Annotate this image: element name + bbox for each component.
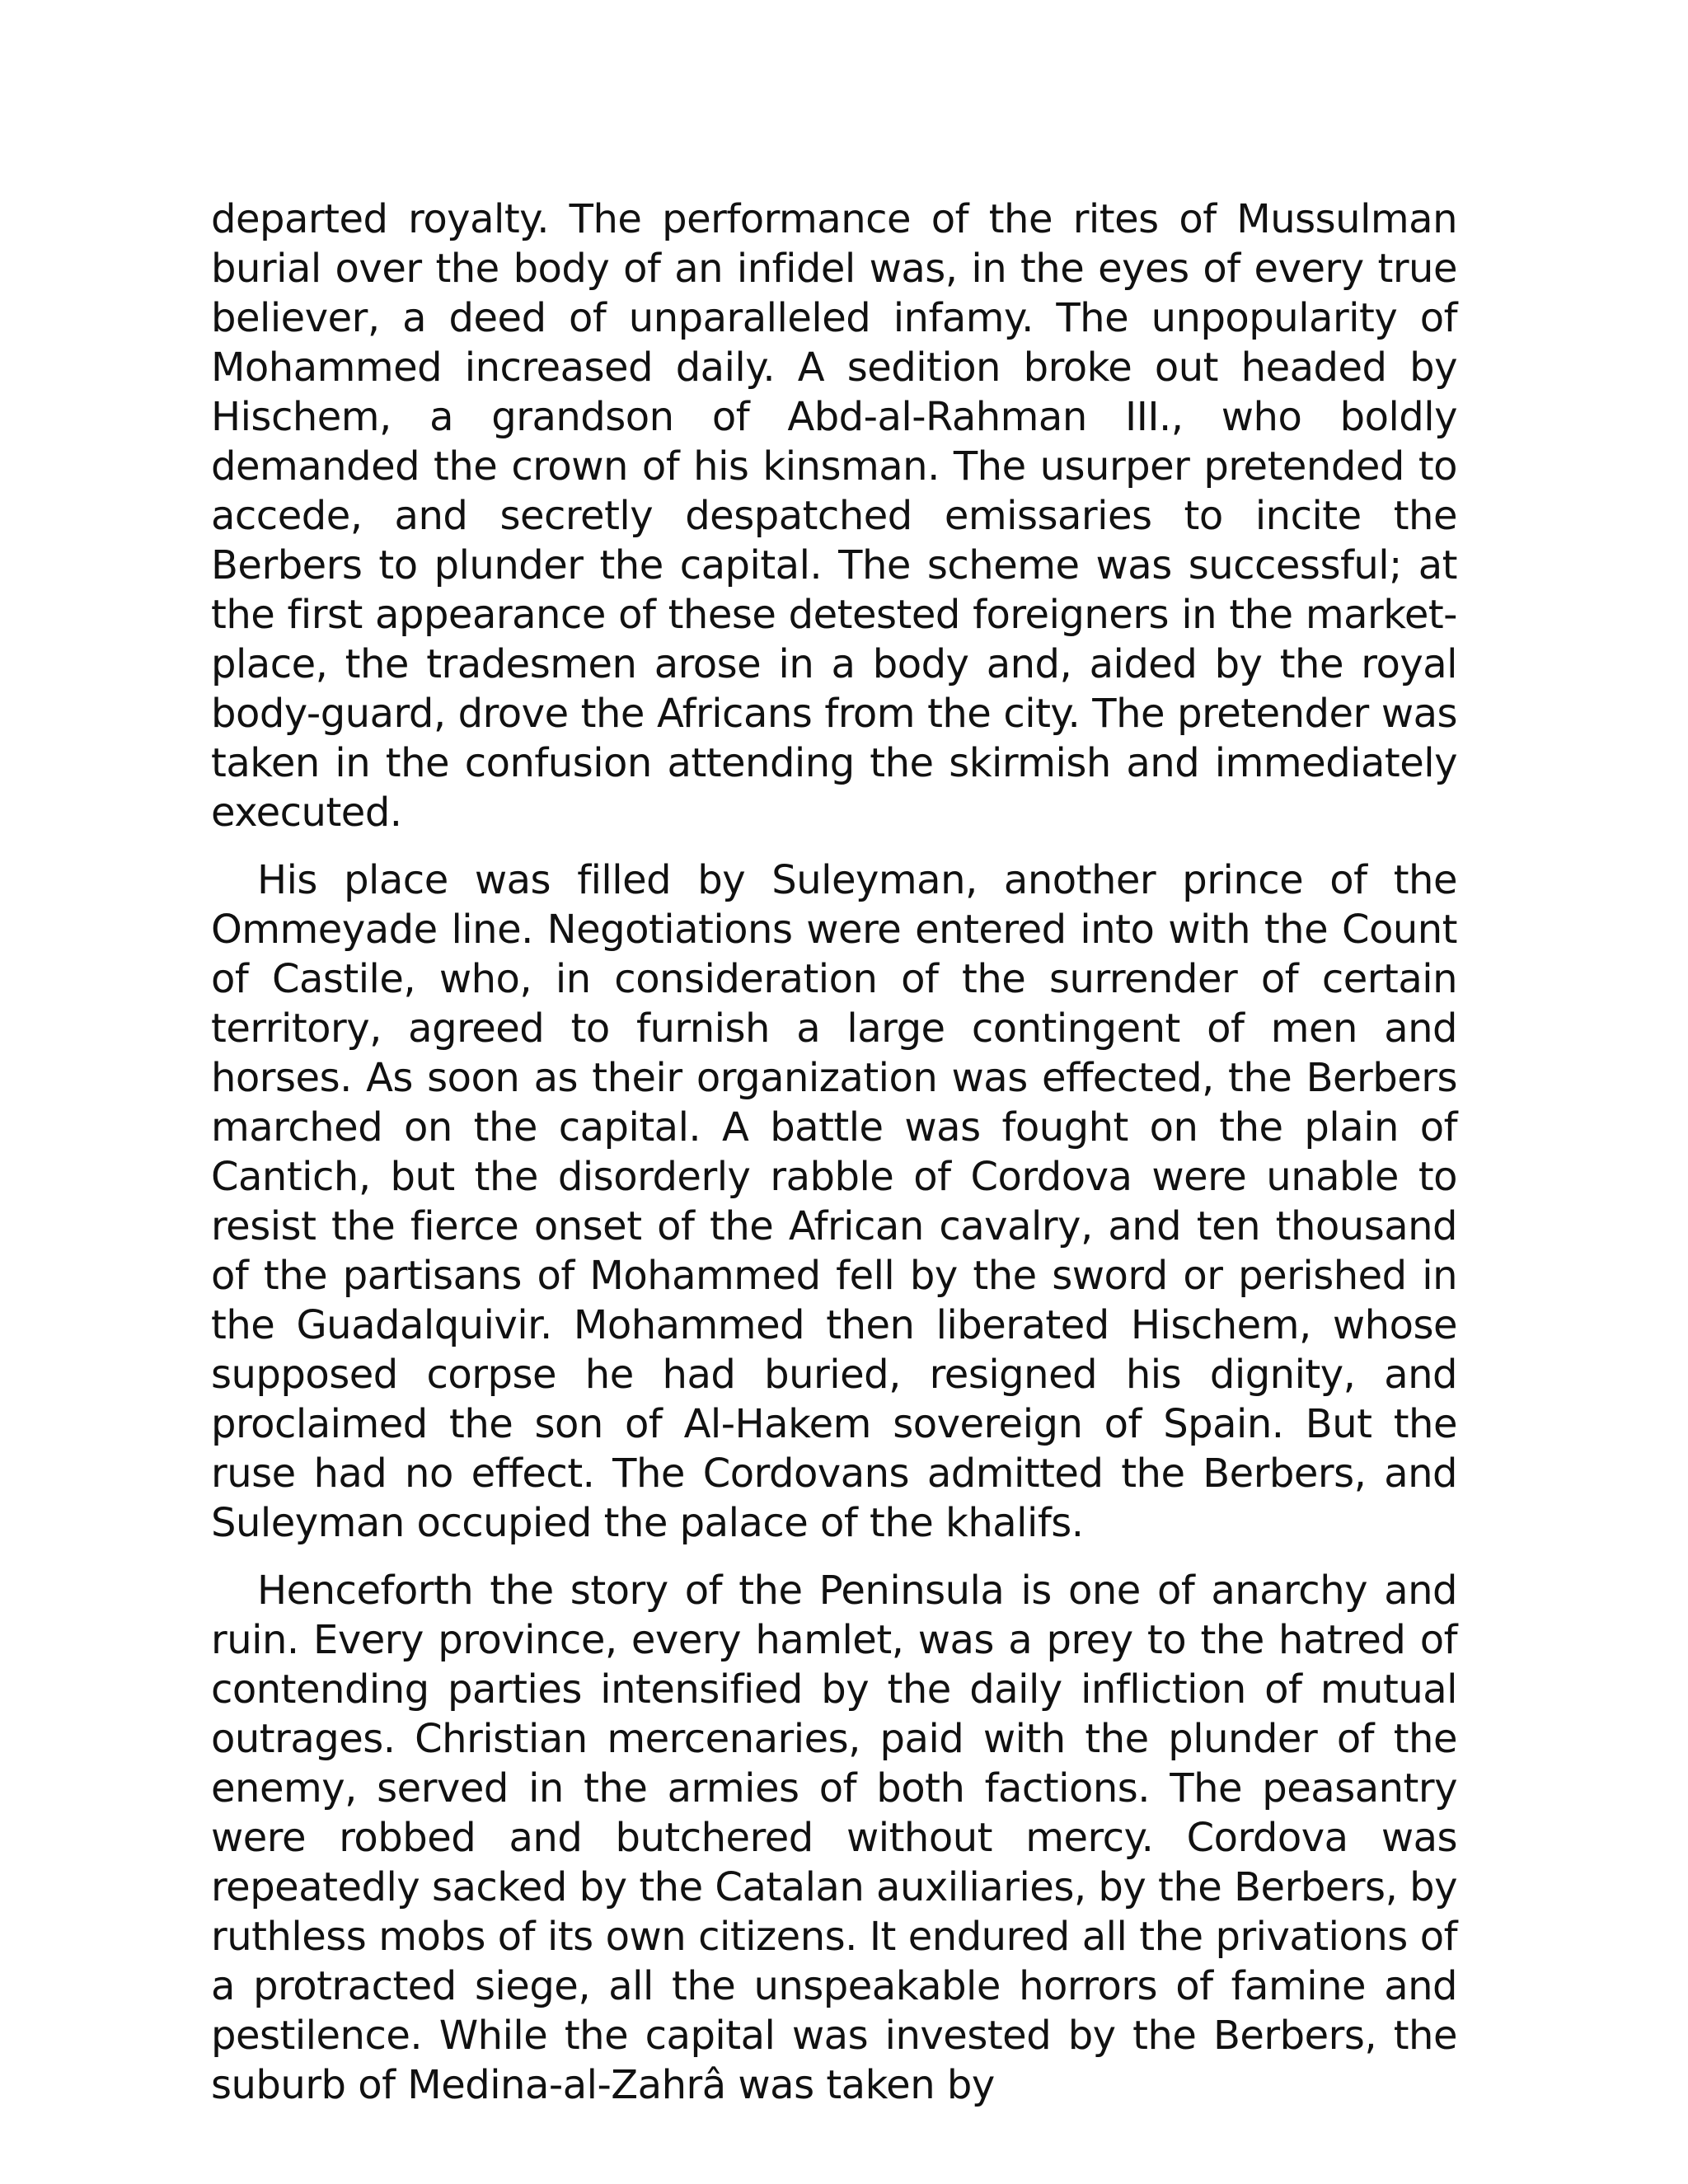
paragraph-2: His place was filled by Suleyman, another prince of the Ommeyade line. Negotiations were entered into with the Count of Castile, who, in consideration of the surrender of certain territory, agreed to furnish a large contingent of men and horses. As soon as their organization was effected, the Berbers marched on the capital. A battle was fought on the plain of Cantich, but the disorderly rabble of Cordova were unable to resist the fierce onset of the African cavalry, and ten thousand of the partisans of Mohammed fell by the sword or perished in the Guadalquivir. Mohammed then liberated Hischem, whose supposed corpse he had buried, resigned his dignity, and proclaimed the son of Al-Hakem sovereign of Spain. But the ruse had no effect. The Cordovans admitted the Berbers, and Suleyman occupied the palace of the khalifs. xyxy=(211,857,1457,1546)
paragraph-3: Henceforth the story of the Peninsula is one of anarchy and ruin. Every province, every hamlet, was a prey to the hatred of contending parties intensified by the daily infliction of mutual outrages. Christian mercenaries, paid with the plunder of the enemy, served in the armies of both factions. The peasantry were robbed and butchered without mercy. Cordova was repeatedly sacked by the Catalan auxiliaries, by the Berbers, by ruthless mobs of its own citizens. It endured all the privations of a protracted siege, all the unspeakable horrors of famine and pestilence. While the capital was invested by the Berbers, the suburb of Medina-al-Zahrâ was taken by xyxy=(211,1568,1457,2108)
page-body xyxy=(211,194,1457,2128)
paragraph-1: departed royalty. The performance of the rites of Mussulman burial over the body of an infidel was, in the eyes of every true believer, a deed of unparalleled infamy. The unpopularity of Mohammed increased daily. A sedition broke out headed by Hischem, a grandson of Abd-al-Rahman III., who boldly demanded the crown of his kinsman. The usurper pretended to accede, and secretly despatched emissaries to incite the Berbers to plunder the capital. The scheme was successful; at the first appearance of these detested foreigners in the market-place, the tradesmen arose in a body and, aided by the royal body-guard, drove the Africans from the city. The pretender was taken in the confusion attending the skirmish and immediately executed. xyxy=(211,196,1457,836)
